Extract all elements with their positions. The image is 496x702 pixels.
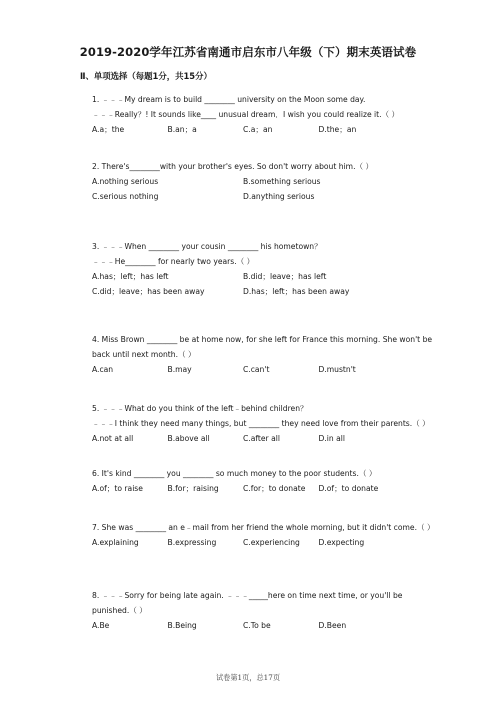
question-text: 3. ﹣﹣﹣When ________ your cousin ________ his hometown？ [92, 242, 322, 251]
question-5 [92, 401, 434, 446]
option-row [92, 535, 434, 550]
option-a: A.explaining [92, 538, 139, 547]
option-b: B.Being [167, 621, 197, 630]
option-grid [92, 174, 434, 204]
option-row [92, 122, 434, 137]
option-a: A.Be [92, 621, 110, 630]
option-row [92, 362, 434, 377]
option-b: B.expressing [167, 538, 217, 547]
page-footer: 试卷第1页，总17页 [215, 673, 281, 682]
option-d: D.the；an [318, 125, 357, 134]
option-d: D.in all [318, 434, 345, 443]
question-8 [92, 588, 434, 633]
option-a: A.has；left；has left [92, 272, 169, 281]
option-a: A.a；the [92, 125, 125, 134]
question-4 [92, 332, 434, 377]
option-a: A.of；to raise [92, 484, 143, 493]
option-d: D.expecting [318, 538, 365, 547]
option-d: D.anything serious [243, 192, 315, 201]
option-b: B.above all [167, 434, 210, 443]
option-b: B.may [167, 365, 192, 374]
option-c: C.To be [243, 621, 271, 630]
option-a: A.can [92, 365, 114, 374]
question-text: 6. It's kind ________ you ________ so much money to the poor students.（ ） [92, 469, 377, 478]
option-a: A.not at all [92, 434, 134, 443]
option-d: D.Been [318, 621, 347, 630]
question-6 [92, 466, 434, 496]
option-b: B.did；leave；has left [243, 272, 327, 281]
option-c: C.after all [243, 434, 280, 443]
question-7 [92, 520, 434, 550]
option-c: C.did；leave；has been away [92, 287, 205, 296]
option-c: C.a；an [243, 125, 273, 134]
option-b: B.for；raising [167, 484, 219, 493]
question-2 [92, 159, 434, 204]
question-text: ﹣﹣﹣I think they need many things, but ________ they need love from their parents.（ ） [92, 419, 430, 428]
option-c: C.serious nothing [92, 192, 159, 201]
question-text: ﹣﹣﹣Really？! It sounds like____ unusual dream．I wish you could realize it.（ ） [92, 110, 400, 119]
question-text: ﹣﹣﹣He________ for nearly two years.（ ） [92, 257, 255, 266]
question-text: 4. Miss Brown ________ be at home now, for she left for France this morning. She won't be back until next month.（ ） [92, 335, 435, 359]
option-a: A.nothing serious [92, 177, 159, 186]
option-c: C.for；to donate [243, 484, 306, 493]
option-d: D.has；left；has been away [243, 287, 350, 296]
option-c: C.can't [243, 365, 270, 374]
option-row [92, 618, 434, 633]
question-3 [92, 239, 434, 299]
option-grid [92, 269, 434, 299]
option-d: D.mustn't [318, 365, 356, 374]
page-title: 2019-2020学年江苏省南通市启东市八年级（下）期末英语试卷 [79, 45, 417, 59]
question-text: 2. There's________with your brother's eyes. So don't worry about him.（ ） [92, 162, 374, 171]
option-b: B.something serious [243, 177, 321, 186]
option-d: D.of；to donate [318, 484, 379, 493]
option-c: C.experiencing [243, 538, 300, 547]
option-row [92, 481, 434, 496]
question-1 [92, 92, 434, 137]
question-text: 5. ﹣﹣﹣What do you think of the left﹣behind children？ [92, 404, 308, 413]
question-text: 7. She was ________ an e﹣mail from her friend the whole morning, but it didn't come.（ ） [92, 523, 435, 532]
option-row [92, 431, 434, 446]
question-text: 8. ﹣﹣﹣Sorry for being late again. ﹣﹣﹣_____here on time next time, or you'll be punished.（ ） [92, 591, 405, 615]
question-text: 1. ﹣﹣﹣My dream is to build ________ university on the Moon some day. [92, 95, 366, 104]
section-heading: Ⅱ、单项选择（每题1分，共15分） [80, 71, 212, 81]
option-b: B.an；a [167, 125, 197, 134]
